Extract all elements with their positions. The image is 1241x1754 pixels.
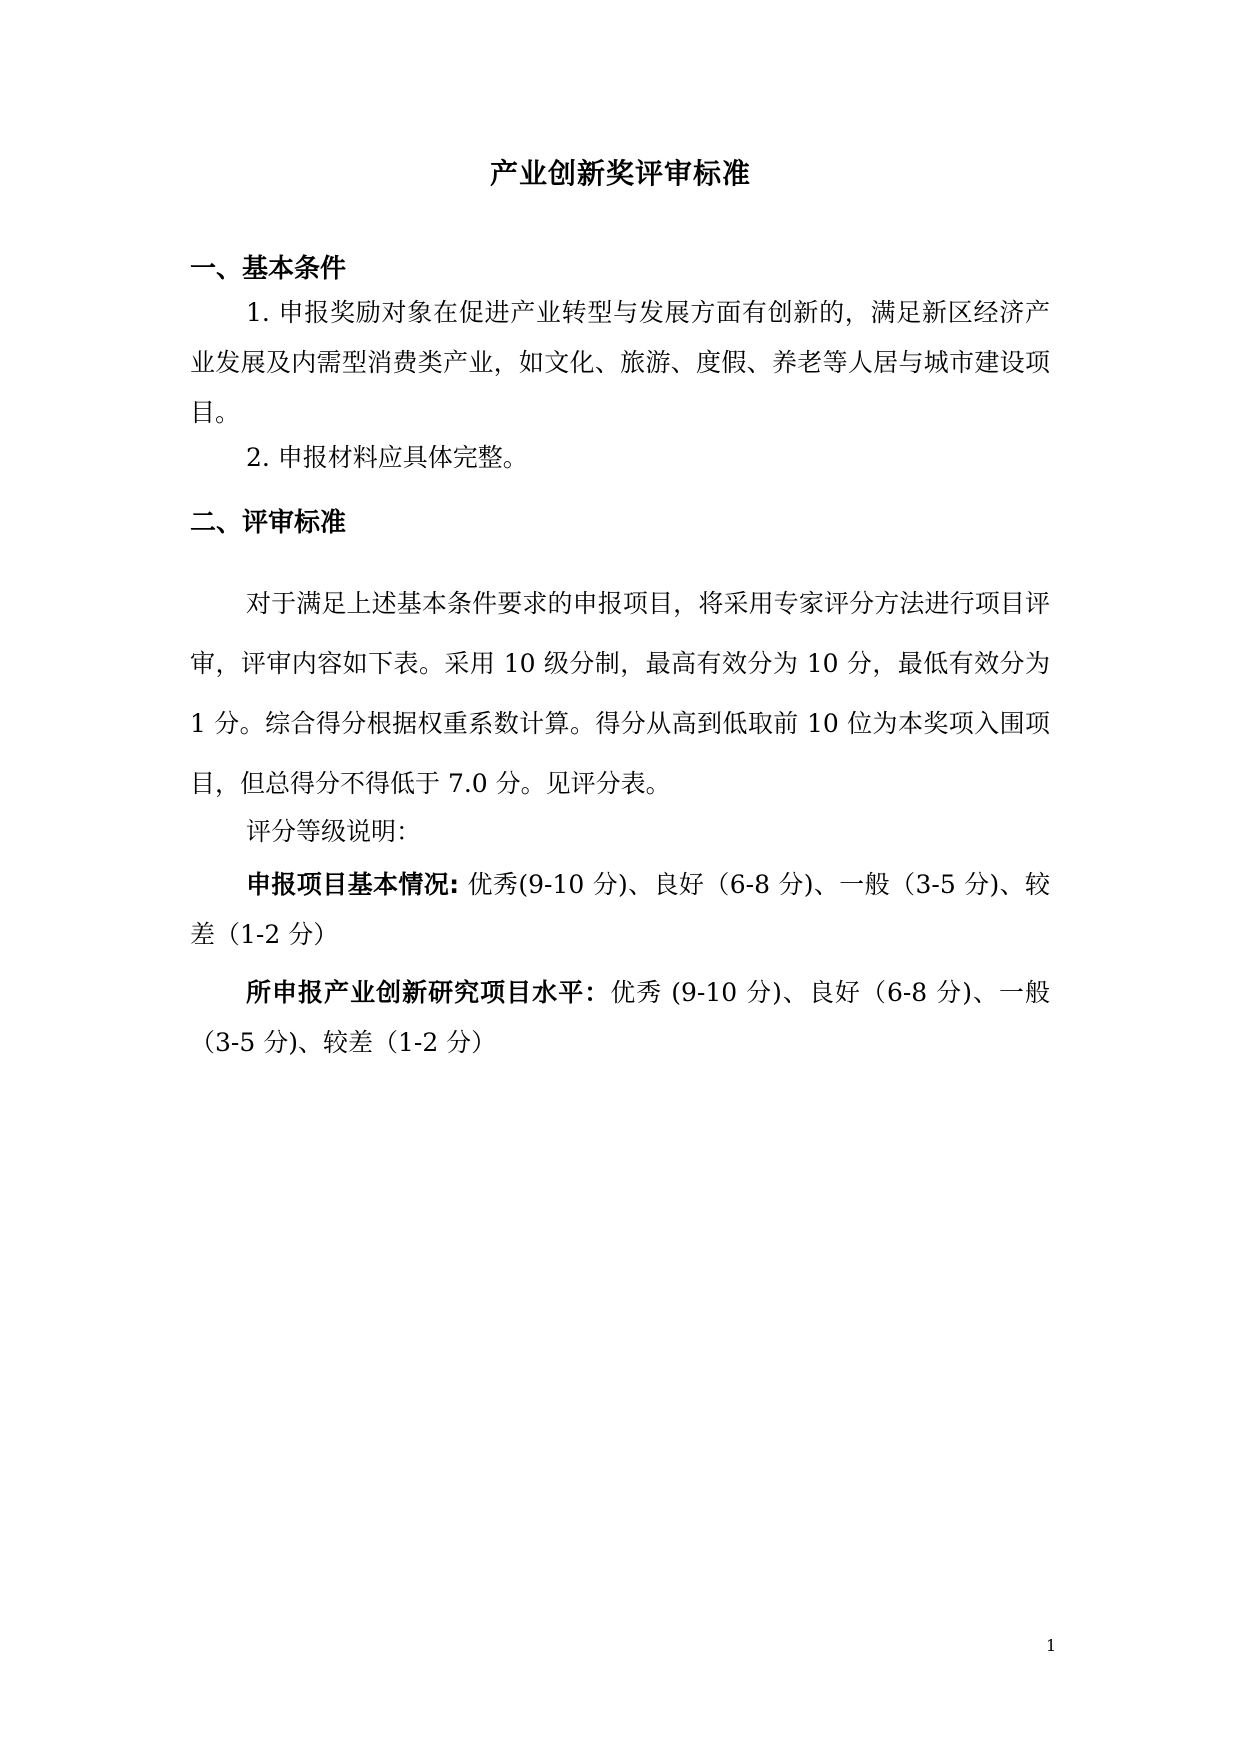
page-number: 1	[1046, 1636, 1057, 1655]
criterion-research-level-label: 所申报产业创新研究项目水平：	[246, 978, 611, 1007]
criterion-basic-info-text: 优秀(9-10 分)、良好（6-8 分)、一般（3-5 分)、较差（1-2 分）	[190, 870, 1051, 949]
review-standard-paragraph: 对于满足上述基本条件要求的申报项目，将采用专家评分方法进行项目评审，评审内容如下表。采用 10 级分制，最高有效分为 10 分，最低有效分为 1 分。综合得分根据权重系数计算。得分从高到低取前 10 位为本奖项入围项目，但总得分不得低于 7.0 分。见评分表。	[190, 589, 1050, 798]
section-heading-basic-conditions: 一、基本条件	[190, 254, 347, 284]
section-heading-review-standard: 二、评审标准	[190, 508, 347, 538]
basic-condition-item-2: 2. 申报材料应具体完整。	[246, 443, 528, 472]
criterion-research-level	[190, 968, 1050, 1068]
basic-condition-item-1: 1. 申报奖励对象在促进产业转型与发展方面有创新的，满足新区经济产业发展及内需型消费类产业，如文化、旅游、度假、养老等人居与城市建设项目。	[190, 298, 1050, 427]
criterion-basic-info	[190, 860, 1050, 960]
criterion-basic-info-label: 申报项目基本情况:	[246, 870, 460, 899]
document-title: 产业创新奖评审标准	[489, 157, 751, 190]
criterion-research-level-text: 优秀 (9-10 分)、良好（6-8 分)、一般（3-5 分)、较差（1-2 分）	[190, 978, 1050, 1057]
grading-intro: 评分等级说明：	[246, 817, 422, 846]
